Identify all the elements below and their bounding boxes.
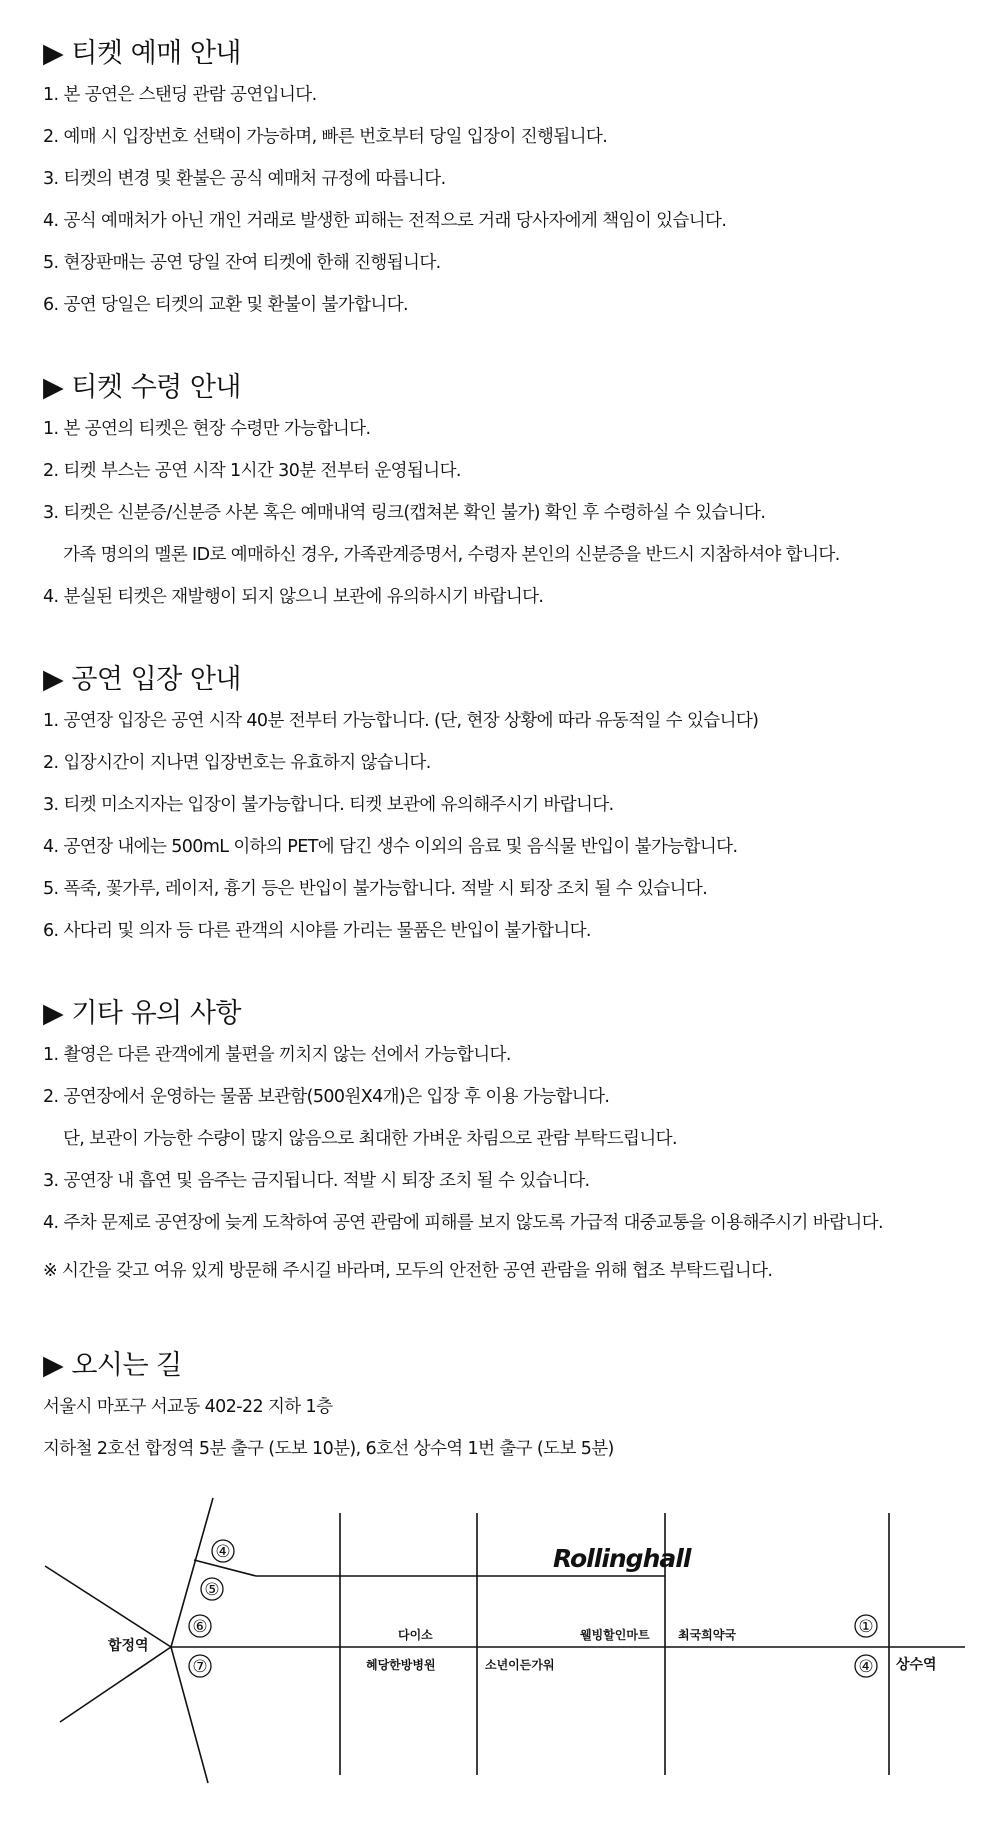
location-map: [0, 1480, 1000, 1824]
exit-5-hapjeong: ⑤: [204, 1580, 220, 1600]
other-title: ▶ 기타 유의 사항: [43, 998, 242, 1029]
ticket-booking-item-1: 1. 본 공연은 스탠딩 관람 공연입니다.: [43, 85, 317, 105]
other-item-2: 2. 공연장에서 운영하는 물품 보관함(500원X4개)은 입장 후 이용 가능합니다.: [43, 1087, 610, 1107]
station-hapjeong: 합정역: [108, 1638, 149, 1654]
other-item-1: 1. 촬영은 다른 관객에게 불편을 끼치지 않는 선에서 가능합니다.: [43, 1045, 511, 1065]
landmark-hyedang: 혜당한방병원: [366, 1658, 436, 1672]
ticket-pickup-item-2: 2. 티켓 부스는 공연 시작 1시간 30분 전부터 운영됩니다.: [43, 461, 461, 481]
ticket-booking-title: ▶ 티켓 예매 안내: [43, 38, 242, 69]
station-sangsu: 상수역: [896, 1657, 937, 1673]
directions-section: [43, 1346, 983, 1470]
exit-7-hapjeong: ⑦: [192, 1657, 208, 1677]
directions-title: ▶ 오시는 길: [43, 1350, 182, 1381]
directions-address: 서울시 마포구 서교동 402-22 지하 1층: [43, 1397, 333, 1417]
entry-item-2: 2. 입장시간이 지나면 입장번호는 유효하지 않습니다.: [43, 753, 431, 773]
landmark-sonyeon: 소년이든가워: [485, 1658, 555, 1672]
entry-section: [43, 660, 983, 952]
other-section: [43, 994, 983, 1292]
venue-rollinghall: Rollinghall: [553, 1544, 691, 1573]
road-lower-left: [60, 1647, 171, 1722]
entry-item-3: 3. 티켓 미소지자는 입장이 불가능합니다. 티켓 보관에 유의해주시기 바랍니다.: [43, 795, 614, 815]
entry-item-1: 1. 공연장 입장은 공연 시작 40분 전부터 가능합니다. (단, 현장 상황에 따라 유동적일 수 있습니다): [43, 711, 759, 731]
landmark-choigukhee: 최국희약국: [678, 1628, 736, 1642]
other-item-2-detail: 단, 보관이 가능한 수량이 많지 않음으로 최대한 가벼운 차림으로 관람 부탁드립니다.: [63, 1129, 677, 1149]
entry-item-5: 5. 폭죽, 꽃가루, 레이저, 흉기 등은 반입이 불가능합니다. 적발 시 퇴장 조치 될 수 있습니다.: [43, 879, 708, 899]
ticket-booking-item-6: 6. 공연 당일은 티켓의 교환 및 환불이 불가합니다.: [43, 295, 408, 315]
ticket-pickup-title: ▶ 티켓 수령 안내: [43, 372, 242, 403]
ticket-pickup-section: [43, 368, 983, 618]
ticket-booking-item-3: 3. 티켓의 변경 및 환불은 공식 예매처 규정에 따릅니다.: [43, 169, 446, 189]
other-item-3: 3. 공연장 내 흡연 및 음주는 금지됩니다. 적발 시 퇴장 조치 될 수 있습니다.: [43, 1171, 590, 1191]
ticket-booking-section: [43, 34, 983, 326]
exit-1-sangsu: ①: [858, 1617, 874, 1637]
landmark-daiso: 다이소: [398, 1628, 433, 1642]
entry-title: ▶ 공연 입장 안내: [43, 664, 242, 695]
entry-item-6: 6. 사다리 및 의자 등 다른 관객의 시야를 가리는 물품은 반입이 불가합니다.: [43, 921, 591, 941]
ticket-booking-item-2: 2. 예매 시 입장번호 선택이 가능하며, 빠른 번호부터 당일 입장이 진행됩니다.: [43, 127, 608, 147]
ticket-booking-item-5: 5. 현장판매는 공연 당일 잔여 티켓에 한해 진행됩니다.: [43, 253, 441, 273]
ticket-pickup-item-1: 1. 본 공연의 티켓은 현장 수령만 가능합니다.: [43, 419, 371, 439]
exit-4-sangsu: ④: [858, 1657, 874, 1677]
exits-sangsu: [855, 1615, 877, 1677]
ticket-pickup-item-4: 4. 분실된 티켓은 재발행이 되지 않으니 보관에 유의하시기 바랍니다.: [43, 587, 544, 607]
ticket-booking-item-4: 4. 공식 예매처가 아닌 개인 거래로 발생한 피해는 전적으로 거래 당사자에게 책임이 있습니다.: [43, 211, 727, 231]
map-landmarks: [366, 1627, 736, 1672]
other-item-4: 4. 주차 문제로 공연장에 늦게 도착하여 공연 관람에 피해를 보지 않도록 가급적 대중교통을 이용해주시기 바랍니다.: [43, 1213, 883, 1233]
entry-item-4: 4. 공연장 내에는 500mL 이하의 PET에 담긴 생수 이외의 음료 및 음식물 반입이 불가능합니다.: [43, 837, 738, 857]
other-note: ※ 시간을 갖고 여유 있게 방문해 주시길 바라며, 모두의 안전한 공연 관람을 위해 협조 부탁드립니다.: [43, 1261, 773, 1281]
exit-6-hapjeong: ⑥: [192, 1617, 208, 1637]
directions-subway: 지하철 2호선 합정역 5분 출구 (도보 10분), 6호선 상수역 1번 출구 (도보 5분): [43, 1439, 614, 1459]
landmark-wellbeing: 웰빙할인마트: [580, 1628, 650, 1642]
ticket-pickup-item-3-detail: 가족 명의의 멜론 ID로 예매하신 경우, 가족관계증명서, 수령자 본인의 신분증을 반드시 지참하셔야 합니다.: [63, 545, 840, 565]
map-roads: [45, 1498, 965, 1783]
exit-4-hapjeong: ④: [215, 1542, 231, 1562]
road-upper-left: [45, 1566, 171, 1647]
ticket-pickup-item-3: 3. 티켓은 신분증/신분증 사본 혹은 예매내역 링크(캡쳐본 확인 불가) 확인 후 수령하실 수 있습니다.: [43, 503, 766, 523]
